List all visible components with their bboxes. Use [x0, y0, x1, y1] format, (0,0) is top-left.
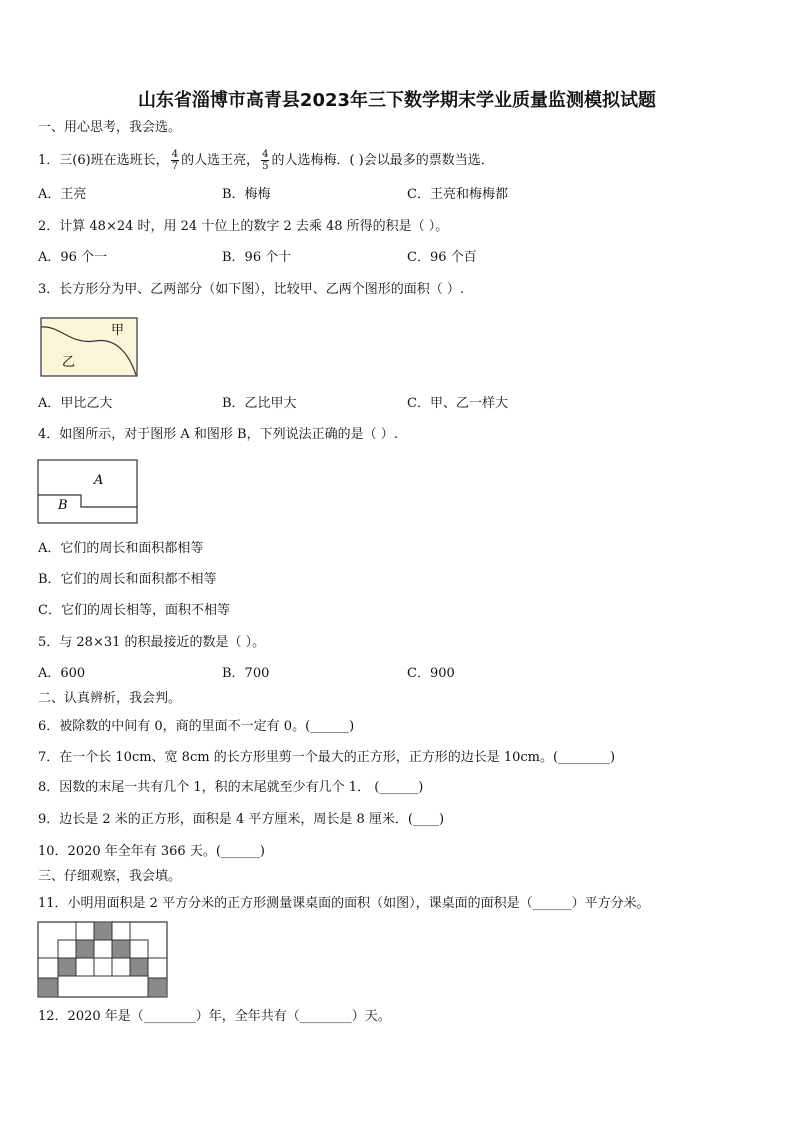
q2-option-c: C．96 个百 [407, 250, 477, 265]
q2-option-b: B．96 个十 [222, 250, 292, 265]
q4-option-a: A．它们的周长和面积都相等 [38, 541, 204, 556]
section-3-heading: 三、仔细观察，我会填。 [38, 869, 182, 884]
fraction-four-fifths: $\frac{4}{5}$ [262, 149, 269, 172]
q1-suffix: 的人选梅梅．( )会以最多的票数当选． [271, 153, 494, 168]
q3-option-b: B．乙比甲大 [222, 396, 297, 411]
question-10: 10．2020 年全年有 366 天。(______) [38, 844, 265, 859]
q4-option-b: B．它们的周长和面积都不相等 [38, 572, 217, 587]
question-4: 4．如图所示，对于图形 A 和图形 B，下列说法正确的是（ ）. [38, 427, 398, 442]
q5-option-a: A．600 [38, 666, 86, 681]
q4-shapes-figure [37, 459, 139, 525]
question-6: 6．被除数的中间有 0，商的里面不一定有 0。(______) [38, 719, 355, 734]
q11-desk-tiling-figure [37, 921, 168, 998]
q1-mid: 的人选王亮， [181, 153, 260, 168]
q3-label-jia: 甲 [111, 323, 125, 338]
q5-option-b: B．700 [222, 666, 270, 681]
q4-label-b: B [58, 498, 68, 513]
q3-option-c: C．甲、乙一样大 [407, 396, 508, 411]
section-2-heading: 二、认真辨析，我会判。 [38, 691, 182, 706]
section-1-heading: 一、用心思考，我会选。 [38, 120, 182, 135]
q1-option-a: A．王亮 [38, 187, 87, 202]
question-2: 2．计算 48×24 时，用 24 十位上的数字 2 去乘 48 所得的积是（ ）。 [38, 219, 449, 234]
fraction-four-sevenths: $\frac{4}{7}$ [171, 149, 179, 172]
q3-rectangle-figure [40, 317, 138, 377]
question-12: 12．2020 年是（________）年，全年共有（________）天。 [38, 1009, 391, 1024]
question-8: 8．因数的末尾一共有几个 1，积的末尾就至少有几个 1． (______) [38, 780, 424, 795]
q2-option-a: A．96 个一 [38, 250, 108, 265]
question-7: 7．在一个长 10cm、宽 8cm 的长方形里剪一个最大的正方形，正方形的边长是 10cm。(________) [38, 750, 616, 765]
page-title: 山东省淄博市高青县2023年三下数学期末学业质量监测模拟试题 [137, 90, 657, 111]
q3-label-yi: 乙 [62, 355, 76, 370]
question-9: 9．边长是 2 米的正方形，面积是 4 平方厘米，周长是 8 厘米．(____) [38, 812, 445, 827]
q3-option-a: A．甲比乙大 [38, 396, 113, 411]
q4-outer-rectangle [38, 460, 137, 523]
q1-prefix: 1．三(6)班在选班长， [38, 153, 169, 168]
question-11: 11．小明用面积是 2 平方分米的正方形测量课桌面的面积（如图），课桌面的面积是（______）平方分米。 [38, 896, 650, 911]
q4-label-a: A [94, 473, 104, 488]
question-5: 5．与 28×31 的积最接近的数是（ ）。 [38, 635, 266, 650]
question-3: 3．长方形分为甲、乙两部分（如下图），比较甲、乙两个图形的面积（ ）. [38, 282, 465, 297]
q4-option-c: C．它们的周长相等，面积不相等 [38, 603, 230, 618]
q1-option-c: C．王亮和梅梅都 [407, 187, 508, 202]
q1-option-b: B．梅梅 [222, 187, 271, 202]
q5-option-c: C．900 [407, 666, 455, 681]
question-1 [38, 149, 494, 172]
